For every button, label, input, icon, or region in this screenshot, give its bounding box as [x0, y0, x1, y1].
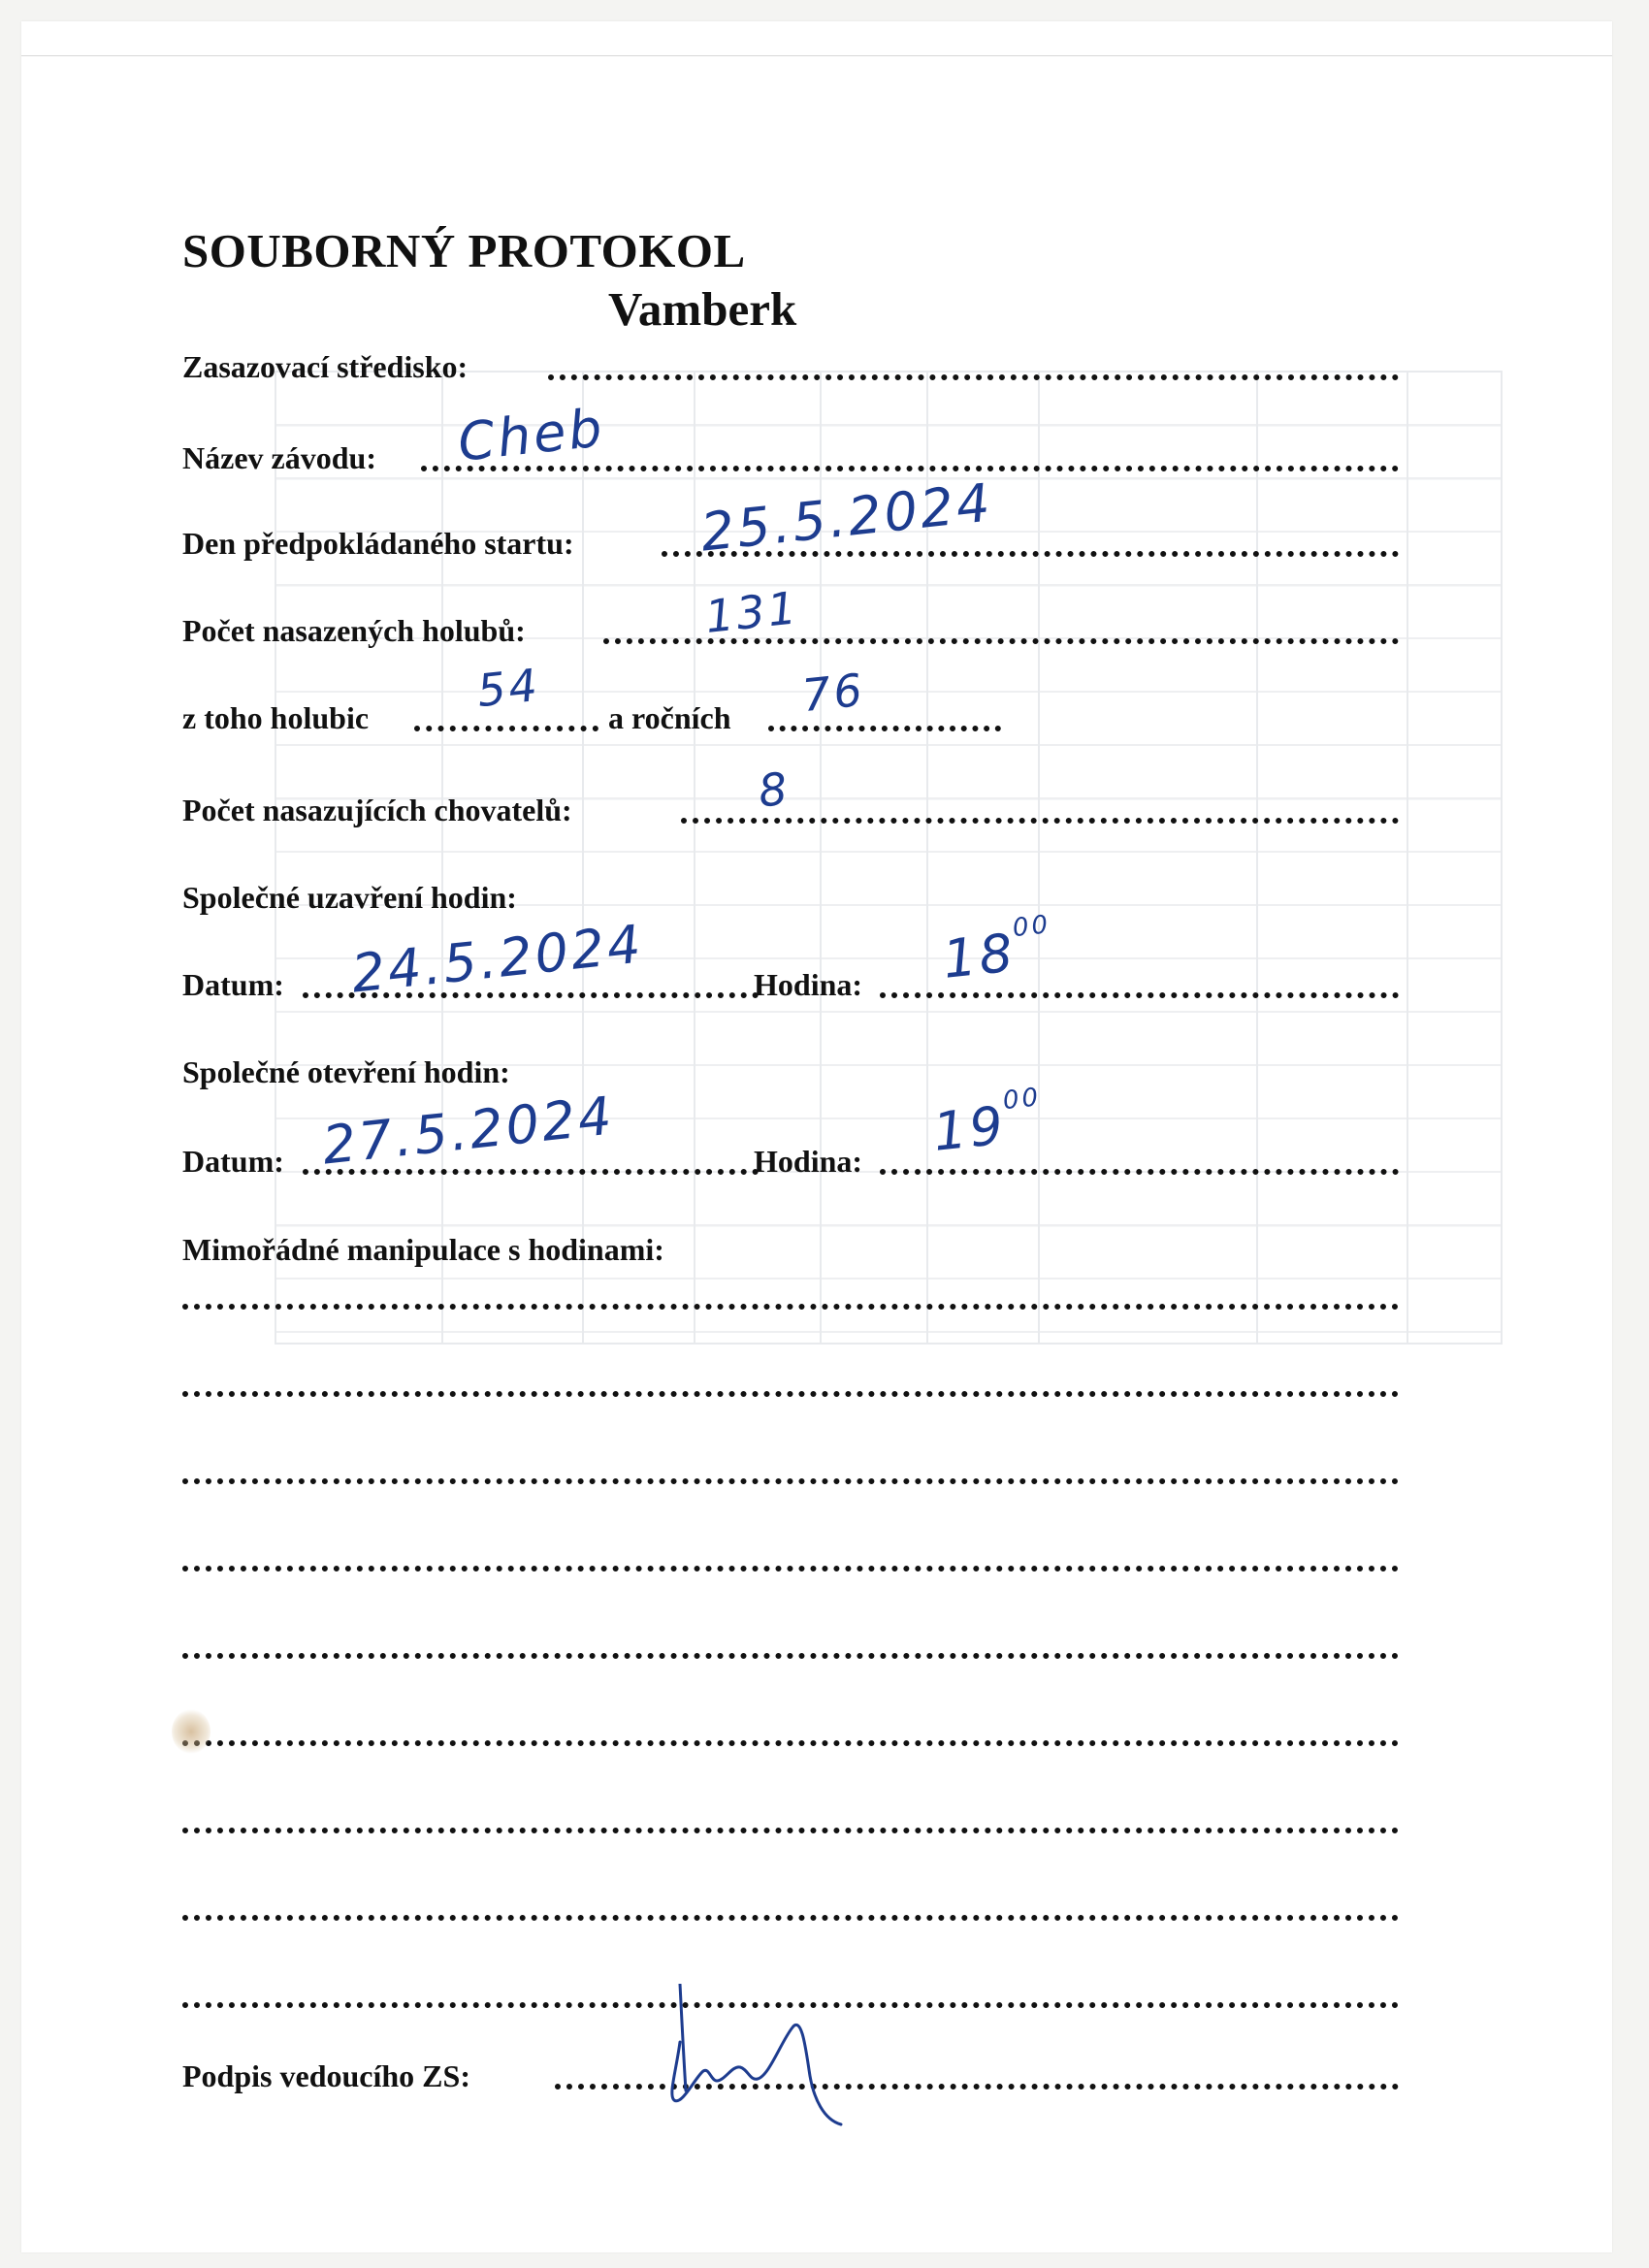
field-stredisko-label: Zasazovací středisko:: [182, 349, 469, 384]
manipulace-heading: [182, 1232, 664, 1280]
manipulace-heading-label: Mimořádné manipulace s hodinami:: [182, 1232, 664, 1267]
paper-stain: [172, 1709, 210, 1754]
bleed-col: [1038, 373, 1040, 1343]
fill-line: [681, 818, 1399, 824]
document-page: [21, 21, 1612, 2252]
fill-line: [548, 374, 1399, 380]
fill-line: [414, 726, 598, 731]
field-chovatelu-label: Počet nasazujících chovatelů:: [182, 793, 572, 827]
handwritten-signature: [657, 1984, 919, 2129]
field-zavod-label: Název závodu:: [182, 440, 376, 475]
field-chovatelu: [182, 793, 572, 841]
otevreni-hodina-hours: 19: [930, 1094, 1009, 1163]
bleed-col: [582, 373, 584, 1343]
manipulace-line: [182, 1653, 1399, 1659]
field-holubic-label: z toho holubic: [182, 700, 370, 735]
field-rocnich-value: 76: [799, 663, 868, 723]
field-zavod: [182, 440, 376, 489]
uzavreni-hodina-minutes: 00: [1011, 910, 1052, 944]
uzavreni-hodina-value: [940, 910, 1056, 990]
fill-line: [421, 466, 1399, 471]
manipulace-line: [182, 1391, 1399, 1397]
page-subtitle: Vamberk: [608, 282, 797, 336]
field-rocnich-label: a ročních: [608, 700, 731, 735]
otevreni-datum-value: 27.5.2024: [319, 1085, 618, 1177]
manipulace-line: [182, 1566, 1399, 1571]
fill-line: [880, 992, 1399, 998]
uzavreni-hodina-label: Hodina:: [754, 967, 863, 1002]
field-holubic-value: 54: [474, 658, 543, 718]
podpis-label: Podpis vedoucího ZS:: [182, 2058, 470, 2093]
field-zavod-value: Cheb: [455, 397, 608, 473]
field-start: [182, 526, 574, 574]
uzavreni-datum-value: 24.5.2024: [348, 913, 647, 1005]
otevreni-hodina-value: [930, 1083, 1047, 1163]
otevreni-heading-label: Společné otevření hodin:: [182, 1054, 510, 1089]
field-holubic: [182, 700, 369, 749]
manipulace-line: [182, 1915, 1399, 1921]
bleed-col: [1406, 373, 1408, 1343]
uzavreni-heading-label: Společné uzavření hodin:: [182, 880, 517, 915]
manipulace-line: [182, 1304, 1399, 1310]
otevreni-hodina: [754, 1144, 862, 1192]
otevreni-datum-label: Datum:: [182, 1144, 284, 1179]
field-rocnich: [608, 700, 731, 749]
uzavreni-hodina: [754, 967, 862, 1016]
otevreni-hodina-label: Hodina:: [754, 1144, 863, 1179]
field-start-label: Den předpokládaného startu:: [182, 526, 574, 561]
uzavreni-heading: [182, 880, 517, 928]
field-start-value: 25.5.2024: [697, 471, 996, 564]
uzavreni-datum: [182, 967, 284, 1016]
fill-line: [880, 1169, 1399, 1175]
manipulace-line: [182, 1740, 1399, 1746]
manipulace-line: [182, 1478, 1399, 1484]
otevreni-heading: [182, 1054, 510, 1103]
uzavreni-datum-label: Datum:: [182, 967, 284, 1002]
page-title: SOUBORNÝ PROTOKOL: [182, 224, 746, 277]
field-pocet-holubu-value: 131: [702, 581, 802, 643]
bleed-col: [441, 373, 443, 1343]
fill-line: [768, 726, 1001, 731]
podpis: [182, 2058, 470, 2107]
bleed-col: [694, 373, 695, 1343]
field-stredisko: [182, 349, 468, 398]
manipulace-line: [182, 1828, 1399, 1833]
otevreni-hodina-minutes: 00: [1001, 1083, 1043, 1117]
otevreni-datum: [182, 1144, 284, 1192]
field-chovatelu-value: 8: [756, 761, 793, 818]
field-pocet-holubu: [182, 613, 526, 662]
bleed-col: [1256, 373, 1258, 1343]
scan-edge-line: [21, 55, 1612, 56]
uzavreni-hodina-hours: 18: [940, 922, 1018, 990]
field-pocet-holubu-label: Počet nasazených holubů:: [182, 613, 526, 648]
